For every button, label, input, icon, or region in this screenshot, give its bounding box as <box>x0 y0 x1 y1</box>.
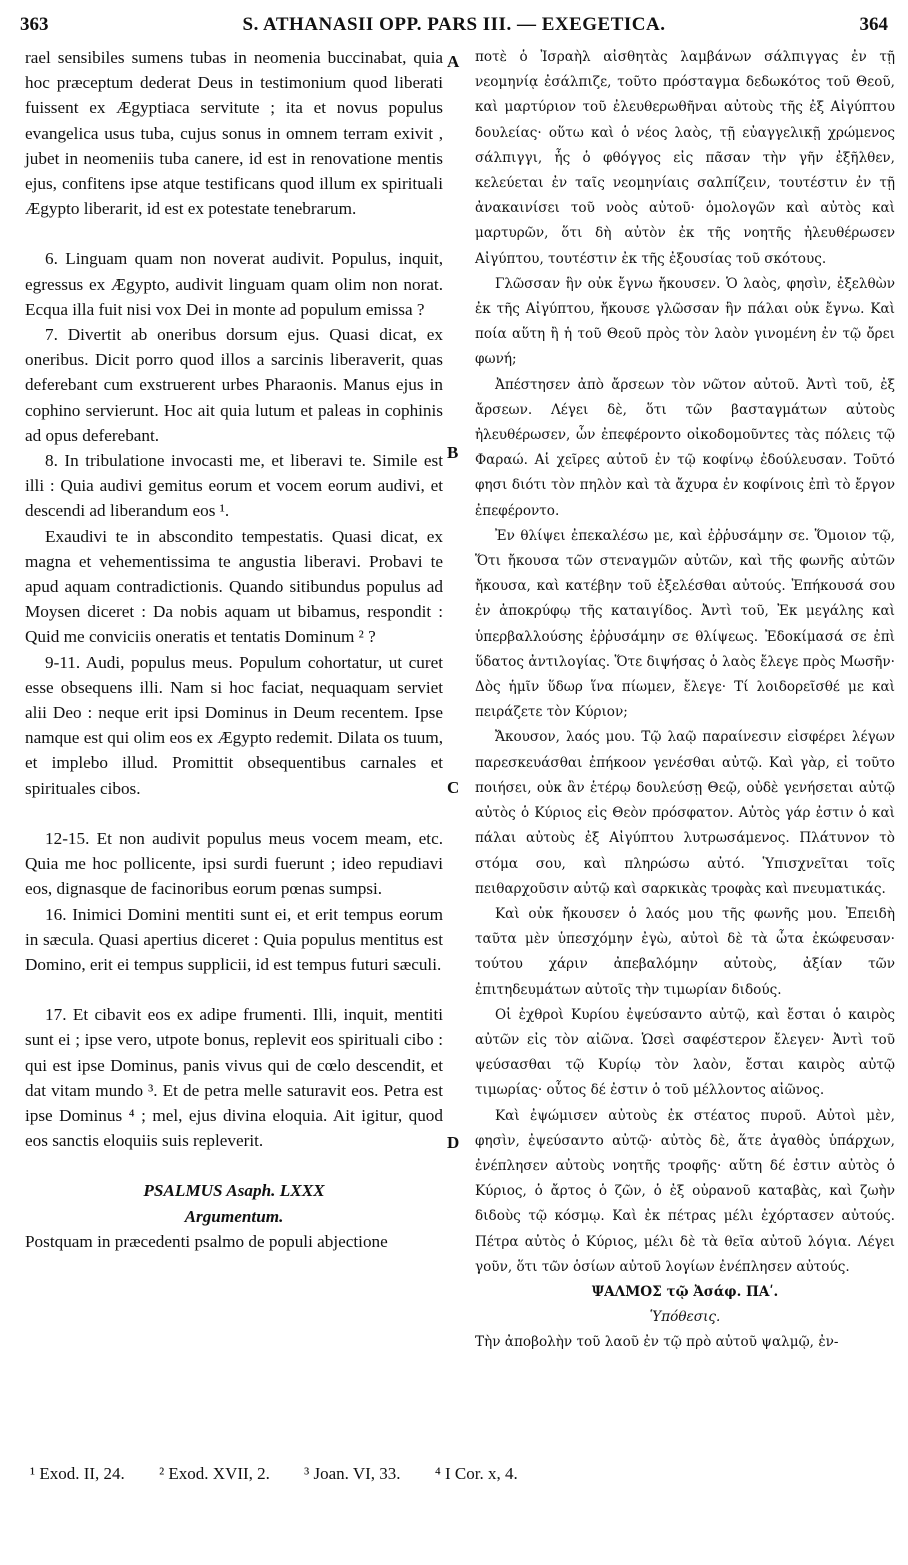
page-number-right: 364 <box>859 14 888 35</box>
argument-heading-greek: Ὑπόθεσις. <box>649 1309 721 1326</box>
greek-column <box>475 45 895 1356</box>
footnote: ¹ Exod. II, 24. <box>30 1464 125 1483</box>
greek-paragraph: Ἀπέστησεν ἀπὸ ἄρσεων τὸν νῶτον αὐτοῦ. Ἀντὶ τοῦ, ἐξ ἄρσεων. Λέγει δὲ, ὅτι τῶν βασταγμάτων αὐτοὺς ἠλευθέρωσεν, ὧν ἐπεφέροντο οἰκοδομοῦντες τὰς πόλεις τῷ Φαραώ. Αἱ χεῖρες αὐτοῦ ἐν τῷ κοφίνῳ ἐδούλευσαν. Τοῦτό φησι διότι τὸν πηλὸν καὶ τὰ ἄχυρα ἐν κοφίνοις ἐπὶ τὸ ἔργον ἐπεφέροντο. <box>475 376 895 519</box>
greek-paragraph: Τὴν ἀποβολὴν τοῦ λαοῦ ἐν τῷ πρὸ αὐτοῦ ψαλμῷ, ἐν- <box>475 1334 839 1351</box>
latin-column <box>25 45 443 1254</box>
running-title: S. ATHANASII OPP. PARS III. — EXEGETICA. <box>242 14 666 35</box>
greek-paragraph: ποτὲ ὁ Ἰσραὴλ αἰσθητὰς λαμβάνων σάλπιγγας ἐν τῇ νεομηνίᾳ ἐσάλπιζε, τοῦτο πρόσταγμα δεδωκότος τοῦ Θεοῦ, καὶ μαρτύριον τοῦ ἐλευθερωθῆναι αὐτοὺς τῆς ἐξ Αἰγύπτου δουλείας· οὕτω καὶ ὁ νέος λαὸς, τῇ εὐαγγελικῇ χρώμενος σάλπιγγι, ἧς ὁ φθόγγος εἰς πᾶσαν τὴν γῆν ἐξῆλθεν, κελεύεται ἐν ταῖς νεομηνίαις σαλπίζειν, τουτέστιν ἐν τῇ ἀνακαινίσει τοῦ νοὸς αὐτοῦ· ὁμολογῶν καὶ αὐτὸς καὶ μαρτυρῶν, ὅτι δὴ αὐτὸν ἐκ τῆς νοητῆς ἠλευθέρωσεν Αἰγύπτου, τουτέστιν ἐκ τῆς ἐξουσίας τοῦ σκότους. <box>475 49 895 267</box>
margin-marker-c: C <box>447 778 460 797</box>
footnote: ⁴ I Cor. x, 4. <box>434 1464 518 1483</box>
footnote: ² Exod. XVII, 2. <box>159 1464 270 1483</box>
footnotes <box>30 1464 890 1484</box>
latin-paragraph: 8. In tribulatione invocasti me, et liberavi te. Simile est illi : Quia audivi gemitus eorum et vocem eorum audivi, et descendi ad liberandum eos ¹. <box>25 451 443 521</box>
latin-paragraph: 6. Linguam quam non noverat audivit. Populus, inquit, egressus ex Ægypto, audivit linguam quam olim non norat. Ecqua illa fuit nisi vox Dei in monte ad populum emissa ? <box>25 249 443 319</box>
latin-paragraph: rael sensibiles sumens tubas in neomenia buccinabat, quia hoc præceptum dederat Deus in testimonium quod liberati fuissent ex Ægyptiaca servitute ; ita et novus populus evangelica usus tuba, cujus sonus in omnem terram exivit , jubet in neomeniis tuba canere, id est in renovatione mentis ejus, confitens ipse atque testificans quod illum ex spirituali Ægypto liberarit, id est ex potestate tenebrarum. <box>25 48 443 219</box>
greek-paragraph: Καὶ ἐψώμισεν αὐτοὺς ἐκ στέατος πυροῦ. Αὐτοὶ μὲν, φησὶν, ἐψεύσαντο αὐτῷ· αὐτὸς δὲ, ἅτε ἀγαθὸς ὑπάρχων, ἐνέπλησεν αὐτοὺς νοητῆς τροφῆς· αὕτη δέ ἐστιν αὐτὸς ὁ Κύριος, ὁ ἄρτος ὁ ζῶν, ὁ ἐξ οὐρανοῦ καταβὰς, καὶ ζωὴν διδοὺς τῷ κόσμῳ. Καὶ ἐκ πέτρας μέλι ἐχόρτασεν αὐτούς. Πέτρα αὐτὸς ὁ Κύριος, μέλι δὲ τὰ θεῖα αὐτοῦ λόγια. Λέγει γοῦν, ὅτι τῶν ὁσίων αὐτοῦ λογίων ἐνέπλησεν αὐτούς. <box>475 1107 895 1275</box>
page-number-left: 363 <box>20 14 49 35</box>
latin-paragraph: Postquam in præcedenti psalmo de populi abjectione <box>25 1231 388 1251</box>
psalm-heading-greek: ΨΑΛΜΟΣ τῷ Ἀσάφ. ΠΑʹ. <box>591 1283 779 1300</box>
latin-paragraph: 7. Divertit ab oneribus dorsum ejus. Quasi dicat, ex oneribus. Dicit porro quod illos a sarcinis liberaverit, quas deferebant cum exstruerent urbes Pharaonis. Manus ejus in cophino servierunt. Hoc ait quia lutum et paleas in cophinis ad opus deferebant. <box>25 325 443 445</box>
latin-paragraph: Exaudivi te in abscondito tempestatis. Quasi dicat, ex magna et vehementissima te angustia liberavi. Probavi te apud aquam contradictionis. Quando sitibundus populus ad Moysen diceret : Da nobis aquam ut bibamus, respondit : Quid me conviciis oneratis et tentatis Dominum ² ? <box>25 526 443 647</box>
latin-paragraph: 12-15. Et non audivit populus meus vocem meam, etc. Quia me hoc pollicente, ipsi surdi fuerunt ; ideo repudiavi eos, dignasque de facinoribus eorum pœnas sumpsi. <box>25 828 443 899</box>
greek-paragraph: Οἱ ἐχθροὶ Κυρίου ἐψεύσαντο αὐτῷ, καὶ ἔσται ὁ καιρὸς αὐτῶν εἰς τὸν αἰῶνα. Ὡσεὶ σαφέστερον ἔλεγεν· Ἀντὶ τοῦ ψεύσασθαι τῷ Κυρίῳ τὸν λαὸν, ἔσται καιρὸς αὐτῷ τιμωρίας· οὗτος δέ ἐστιν ὁ τοῦ μέλλοντος αἰῶνος. <box>475 1006 895 1099</box>
running-header <box>20 14 888 44</box>
greek-paragraph: Ἄκουσον, λαός μου. Τῷ λαῷ παραίνεσιν εἰσφέρει λέγων παρεσκευάσθαι ἐπήκοον γενέσθαι αὐτῷ. Καὶ γὰρ, εἰ τοῦτο ποιήσει, οὐκ ἂν ἑτέρῳ δουλεύσῃ Θεῷ, οὐδὲ γενήσεται αὐτῷ αὐτὸς ὁ Κύριος εἰς Θεὸν πρόσφατον. Αὐτὸς γάρ ἐστιν ὁ καὶ πάλαι αὐτοὺς ἐξ Αἰγύπτου λυτρωσάμενος. Πλάτυνον τὸ στόμα σου, καὶ πληρώσω αὐτό. Ὑπισχνεῖται τοῖς πειθαρχοῦσιν αὐτῷ καὶ σαρκικὰς τροφὰς καὶ πνευματικάς. <box>475 729 895 897</box>
margin-marker-b: B <box>447 443 459 462</box>
margin-marker-d: D <box>447 1133 460 1152</box>
greek-paragraph: Ἐν θλίψει ἐπεκαλέσω με, καὶ ἐῤῥυσάμην σε. Ὅμοιον τῷ, Ὅτι ἤκουσα τῶν στεναγμῶν αὐτῶν, καὶ τῆς φωνῆς αὐτῶν ἤκουσα, καὶ κατέβην τοῦ ἐξελέσθαι αὐτούς. Ἐπήκουσά σου ἐν ἀποκρύφῳ τῆς καταιγίδος. Ἀντὶ τοῦ, Ἐκ μεγάλης καὶ ὑπερβαλλούσης ἐῤῥυσάμην σε θλίψεως. Ἐδοκίμασά σε ἐπὶ ὕδατος ἀντιλογίας. Ὅτε διψήσας ὁ λαὸς ἔλεγε πρὸς Μωσῆν· Δὸς ἡμῖν ὕδωρ ἵνα πίωμεν, ἔλεγε· Τί λοιδορεῖσθέ με καὶ πειράζετε τὸν Κύριον; <box>475 527 895 721</box>
latin-paragraph: 17. Et cibavit eos ex adipe frumenti. Illi, inquit, mentiti sunt ei ; ipse vero, utpote bonus, replevit eos spirituali cibo : qui est ipse Dominus, panis vivus qui de cœlo descendit, et dat vitam mundo ³. Et de petra melle saturavit eos. Petra est ipse Dominus ⁴ ; mel, ejus divina eloquia. Ait igitur, quod eos sanctis eloquiis suis repleverit. <box>25 1005 443 1151</box>
argument-heading-latin: Argumentum. <box>184 1206 284 1226</box>
margin-marker-a: A <box>447 52 460 71</box>
latin-paragraph: 16. Inimici Domini mentiti sunt ei, et erit tempus eorum in sæcula. Quasi apertius diceret : Quia populus mentitus est Domino, erit ei tempus supplicii, id est tempus futuri sæculi. <box>25 904 443 974</box>
latin-paragraph: 9-11. Audi, populus meus. Populum cohortatur, ut curet esse obsequens illi. Nam si hoc faciat, nequaquam serviet alii Deo : neque erit ipsi Dominus in Deum recentem. Ipse namque est qui olim eos ex Ægypto redemit. Dilata os tuum, et implebo illud. Promittit obsequentibus carnales et spirituales cibos. <box>25 652 443 798</box>
greek-paragraph: Καὶ οὐκ ἤκουσεν ὁ λαός μου τῆς φωνῆς μου. Ἐπειδὴ ταῦτα μὲν ὑπεσχόμην ἐγὼ, αὐτοὶ δὲ τὰ ὦτα ἐκώφευσαν· τούτου χάριν ἀπεβαλόμην αὐτοὺς, ἀξίαν τῶν ἐπιτηδευμάτων αὐτοῖς τὴν τιμωρίαν διδούς. <box>475 905 895 998</box>
greek-paragraph: Γλῶσσαν ἣν οὐκ ἔγνω ἤκουσεν. Ὁ λαὸς, φησὶν, ἐξελθὼν ἐκ τῆς Αἰγύπτου, ἤκουσε γλῶσσαν ἣν πάλαι οὐκ ἔγνω. Καὶ ποία αὕτη ἢ ἡ τοῦ Θεοῦ πρὸς τὸν λαὸν γινομένη ἐν τῷ ὄρει φωνή; <box>475 275 895 368</box>
psalm-heading-latin: PSALMUS Asaph. LXXX <box>143 1181 325 1201</box>
footnote: ³ Joan. VI, 33. <box>304 1464 401 1483</box>
